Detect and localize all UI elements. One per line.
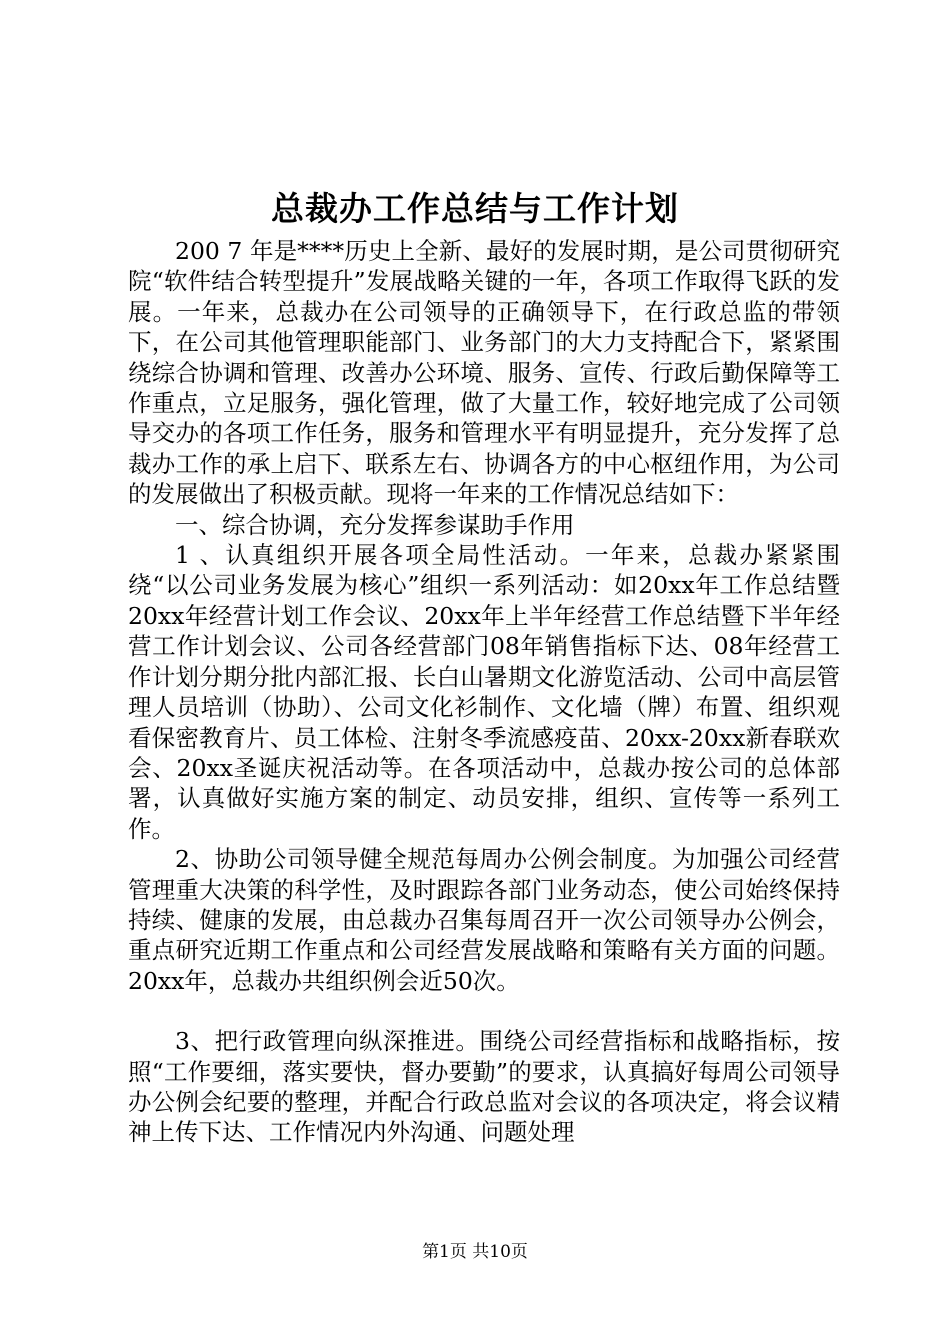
document-title: 总裁办工作总结与工作计划 <box>271 189 679 228</box>
paragraph-intro: 200 7 年是****历史上全新、最好的发展时期，是公司贯彻研究院“软件结合转型提升”发展战略关键的一年，各项工作取得飞跃的发展。一年来，总裁办在公司领导的正确领导下，在行政总监的带领下，在公司其他管理职能部门、业务部门的大力支持配合下，紧紧围绕综合协调和管理、改善办公环境、服务、宣传、行政后勤保障等工作重点，立足服务，强化管理，做了大量工作，较好地完成了公司领导交办的各项工作任务，服务和管理水平有明显提升，充分发挥了总裁办工作的承上启下、联系左右、协调各方的中心枢纽作用，为公司的发展做出了积极贡献。现将一年来的工作情况总结如下： <box>128 237 840 509</box>
paragraph-item-1: 1 、认真组织开展各项全局性活动。一年来，总裁办紧紧围绕“以公司业务发展为核心”组织一系列活动：如20xx年工作总结暨20xx年经营计划工作会议、20xx年上半年经营工作总结暨下半年经营工作计划会议、公司各经营部门08年销售指标下达、08年经营工作计划分期分批内部汇报、长白山暑期文化游览活动、公司中高层管理人员培训（协助）、公司文化衫制作、文化墙（牌）布置、组织观看保密教育片、员工体检、注射冬季流感疫苗、20xx-20xx新春联欢会、20xx圣诞庆祝活动等。在各项活动中，总裁办按公司的总体部署，认真做好实施方案的制定、动员安排，组织、宣传等一系列工作。 <box>128 541 840 843</box>
document-body <box>128 236 840 1148</box>
paragraph-item-2: 2、协助公司领导健全规范每周办公例会制度。为加强公司经营管理重大决策的科学性，及时跟踪各部门业务动态，使公司始终保持持续、健康的发展，由总裁办召集每周召开一次公司领导办公例会，重点研究近期工作重点和公司经营发展战略和策略有关方面的问题。20xx年，总裁办共组织例会近50次。 <box>128 845 840 995</box>
section-heading-1: 一、综合协调，充分发挥参谋助手作用 <box>175 510 575 539</box>
paragraph-item-3: 3、把行政管理向纵深推进。围绕公司经营指标和战略指标，按照“工作要细，落实要快，督办要勤”的要求，认真搞好每周公司领导办公例会纪要的整理，并配合行政总监对会议的各项决定，将会议精神上传下达、工作情况内外沟通、问题处理 <box>128 1027 840 1147</box>
page-number-footer: 第1页 共10页 <box>422 1242 528 1262</box>
